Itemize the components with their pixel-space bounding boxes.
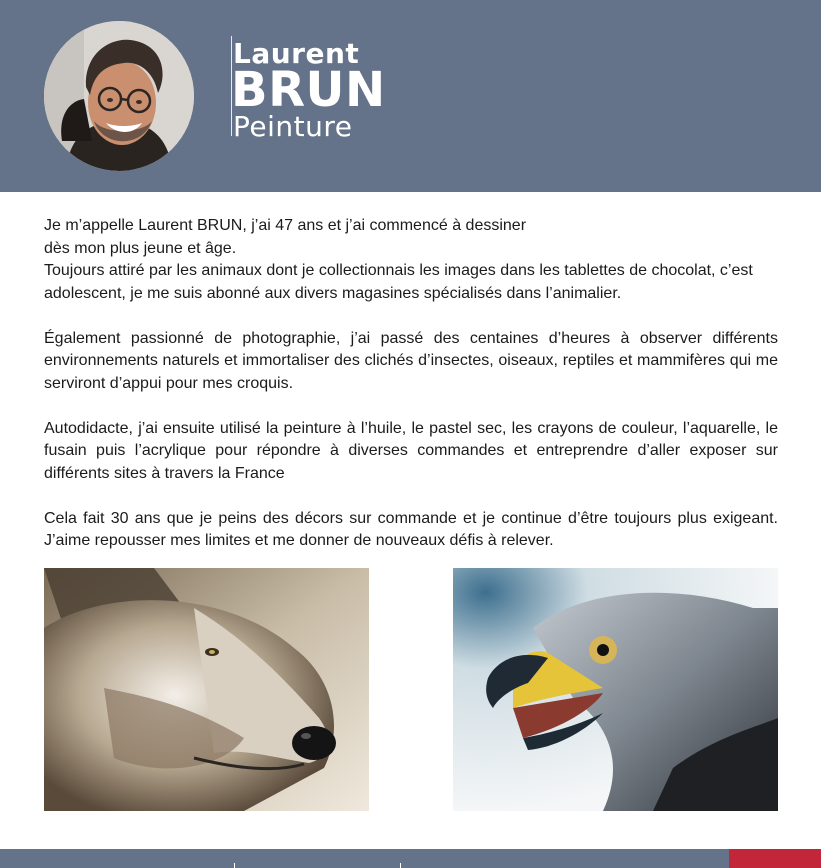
avatar xyxy=(44,21,194,171)
bio-p1-line3: Toujours attiré par les animaux dont je collectionnais les images dans les tablettes de chocolat, c’est adolescent, je me suis abonné aux divers magasines spécialisés dans l’animalier. xyxy=(44,262,753,302)
eagle-painting xyxy=(453,568,778,811)
bio-p1-line1: Je m’appelle Laurent BRUN, j’ai 47 ans et j’ai commencé à dessiner xyxy=(44,217,527,234)
bio-paragraph-3: Autodidacte, j’ai ensuite utilisé la peinture à l’huile, le pastel sec, les crayons de couleur, l’aquarelle, le fusain puis l’acrylique pour répondre à diverses commandes et entreprendre d’aller exposer sur différents sites à travers la France xyxy=(44,419,778,482)
portrait-photo xyxy=(44,21,194,171)
first-name: Laurent xyxy=(233,37,360,70)
last-name: BRUN xyxy=(231,62,386,118)
footer-divider xyxy=(400,863,401,868)
header-banner xyxy=(0,0,821,192)
footer-accent xyxy=(729,849,821,868)
bio-paragraph-1 xyxy=(44,215,778,305)
biography xyxy=(44,215,778,575)
eagle-image xyxy=(453,568,778,811)
footer-divider xyxy=(234,863,235,868)
wolf-image xyxy=(44,568,369,811)
bio-p1-line2: dès mon plus jeune et âge. xyxy=(44,239,237,257)
bio-paragraph-2: Également passionné de photographie, j’ai passé des centaines d’heures à observer différents environnements naturels et immortaliser des clichés d’insectes, oiseaux, reptiles et mammifères qui me serviront d’appui pour mes croquis. xyxy=(44,329,778,392)
profession-subtitle: Peinture xyxy=(233,110,353,143)
wolf-painting xyxy=(44,568,369,811)
footer-bar xyxy=(0,849,821,868)
bio-paragraph-4: Cela fait 30 ans que je peins des décors sur commande et je continue d’être toujours plus exigeant. J’aime repousser mes limites et me donner de nouveaux défis à relever. xyxy=(44,509,778,549)
